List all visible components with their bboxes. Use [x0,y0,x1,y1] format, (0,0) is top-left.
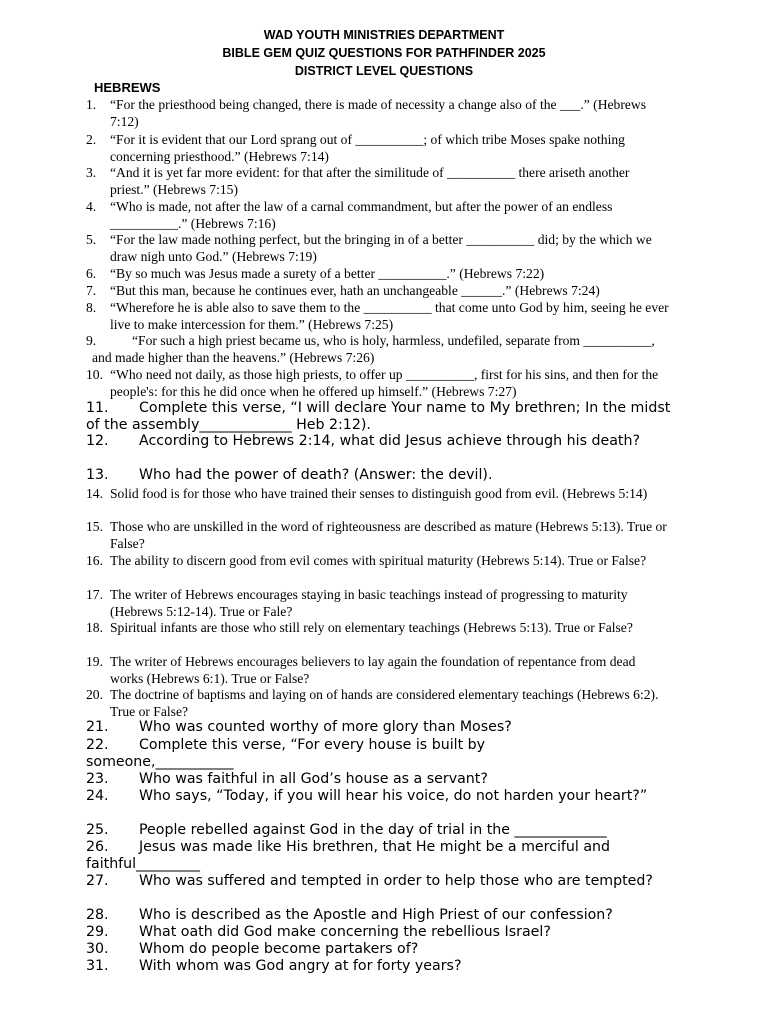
question-item [86,687,686,720]
question-number: 25. [86,822,109,838]
question-number: 17. [86,587,103,602]
question-item [86,771,686,788]
question-item [86,553,686,570]
question-text: “For the law made nothing perfect, but the bringing in of a better __________ did; by the which we draw nigh unto God.” (Hebrews 7:19) [110,232,652,264]
question-number: 27. [86,873,109,889]
question-number: 13. [86,467,109,483]
question-number: 31. [86,958,109,974]
question-number: 15. [86,519,103,534]
question-item [86,907,686,924]
question-text: Those who are unskilled in the word of righteousness are described as mature (Hebrews 5:13). True or False? [110,519,667,551]
question-number: 1. [86,97,97,112]
question-number: 4. [86,199,97,214]
question-text: “Who is made, not after the law of a carnal commandment, but after the power of an endless __________.” (Hebrews 7:16) [110,199,613,231]
question-item [86,333,686,366]
document-header [0,26,768,80]
question-item [86,941,686,958]
question-number: 11. [86,400,109,416]
question-text: Who is described as the Apostle and High Priest of our confession? [139,907,613,923]
question-text: Who was suffered and tempted in order to help those who are tempted? [139,873,653,889]
question-text: People rebelled against God in the day of trial in the _____________ [139,822,607,838]
question-item [86,467,686,484]
question-item [86,97,686,130]
question-text: Solid food is for those who have trained their senses to distinguish good from evil. (Hebrews 5:14) [110,486,648,501]
question-item [86,433,686,450]
question-item [86,737,686,771]
question-text: Who was faithful in all God’s house as a servant? [139,771,488,787]
question-text: The doctrine of baptisms and laying on of hands are considered elementary teachings (Hebrews 6:2). True or False? [110,687,659,719]
question-text: “And it is yet far more evident: for that after the similitude of __________ there ariseth another priest.” (Hebrews 7:15) [110,165,630,197]
question-text: “For the priesthood being changed, there is made of necessity a change also of the ___.” (Hebrews 7:12) [110,97,647,129]
question-text: Who had the power of death? (Answer: the devil). [139,467,493,483]
question-item [86,400,686,434]
question-number: 10. [86,367,103,382]
question-text: “Wherefore he is able also to save them to the __________ that come unto God by him, seeing he ever live to make intercession for them.” (Hebrews 7:25) [110,300,669,332]
question-item [86,132,686,165]
header-line-2: BIBLE GEM QUIZ QUESTIONS FOR PATHFINDER 2025 [222,46,546,60]
question-item [86,266,686,283]
question-number: 18. [86,620,103,635]
question-item [86,283,686,300]
question-text: “For such a high priest became us, who is holy, harmless, undefiled, separate from __________, and made higher than the heavens.” (Hebrews 7:26) [92,333,655,365]
question-item [86,924,686,941]
question-number: 24. [86,788,109,804]
question-text: Jesus was made like His brethren, that He might be a merciful and faithful_________ [86,839,611,872]
question-item [86,232,686,265]
question-text: Whom do people become partakers of? [139,941,419,957]
question-number: 5. [86,232,97,247]
question-item [86,199,686,232]
question-number: 16. [86,553,103,568]
question-text: Who says, “Today, if you will hear his voice, do not harden your heart?” [139,788,648,804]
question-text: “For it is evident that our Lord sprang out of __________; of which tribe Moses spake nothing concerning priesthood.” (Hebrews 7:14) [110,132,625,164]
question-number: 12. [86,433,109,449]
question-number: 21. [86,719,109,735]
question-text: “Who need not daily, as those high priests, to offer up __________, first for his sins, and then for the people's: for this he did once when he offered up himself.” (Hebrews 7:27) [110,367,659,399]
question-item [86,719,686,736]
question-text: Complete this verse, “I will declare Your name to My brethren; In the midst of the assembly_____________ Heb 2:12). [86,400,671,433]
question-number: 6. [86,266,97,281]
question-number: 28. [86,907,109,923]
question-item [86,958,686,975]
question-item [86,587,686,620]
question-text: According to Hebrews 2:14, what did Jesus achieve through his death? [139,433,640,449]
question-text: “But this man, because he continues ever, hath an unchangeable ______.” (Hebrews 7:24) [110,283,600,298]
question-item [86,873,686,890]
question-item [86,654,686,687]
question-number: 26. [86,839,109,855]
question-item [86,519,686,552]
question-number: 19. [86,654,103,669]
question-number: 29. [86,924,109,940]
question-text: What oath did God make concerning the rebellious Israel? [139,924,551,940]
header-line-1: WAD YOUTH MINISTRIES DEPARTMENT [263,28,505,42]
question-text: The writer of Hebrews encourages believers to lay again the foundation of repentance from dead works (Hebrews 6:1). True or False? [110,654,636,686]
question-text: The writer of Hebrews encourages staying in basic teachings instead of progressing to maturity (Hebrews 5:12-14). True or Fale? [110,587,628,619]
question-text: “By so much was Jesus made a surety of a better __________.” (Hebrews 7:22) [110,266,545,281]
question-item [86,165,686,198]
question-item [86,620,686,637]
question-number: 9. [86,333,97,348]
question-text: With whom was God angry at for forty years? [139,958,462,974]
question-number: 23. [86,771,109,787]
question-number: 2. [86,132,97,147]
section-title: HEBREWS [94,80,161,95]
question-number: 7. [86,283,97,298]
question-text: Complete this verse, “For every house is built by someone,___________ [86,737,486,770]
question-item [86,788,686,805]
question-text: Who was counted worthy of more glory than Moses? [139,719,512,735]
question-text: Spiritual infants are those who still rely on elementary teachings (Hebrews 5:13). True or False? [110,620,633,635]
question-item [86,839,686,873]
question-number: 20. [86,687,103,702]
question-item [86,300,686,333]
question-number: 22. [86,737,109,753]
question-number: 3. [86,165,97,180]
question-number: 30. [86,941,109,957]
question-item [86,486,686,503]
question-text: The ability to discern good from evil comes with spiritual maturity (Hebrews 5:14). True or False? [110,553,647,568]
question-number: 8. [86,300,97,315]
question-number: 14. [86,486,103,501]
question-item [86,822,686,839]
question-item [86,367,686,400]
header-line-3: DISTRICT LEVEL QUESTIONS [294,64,474,78]
